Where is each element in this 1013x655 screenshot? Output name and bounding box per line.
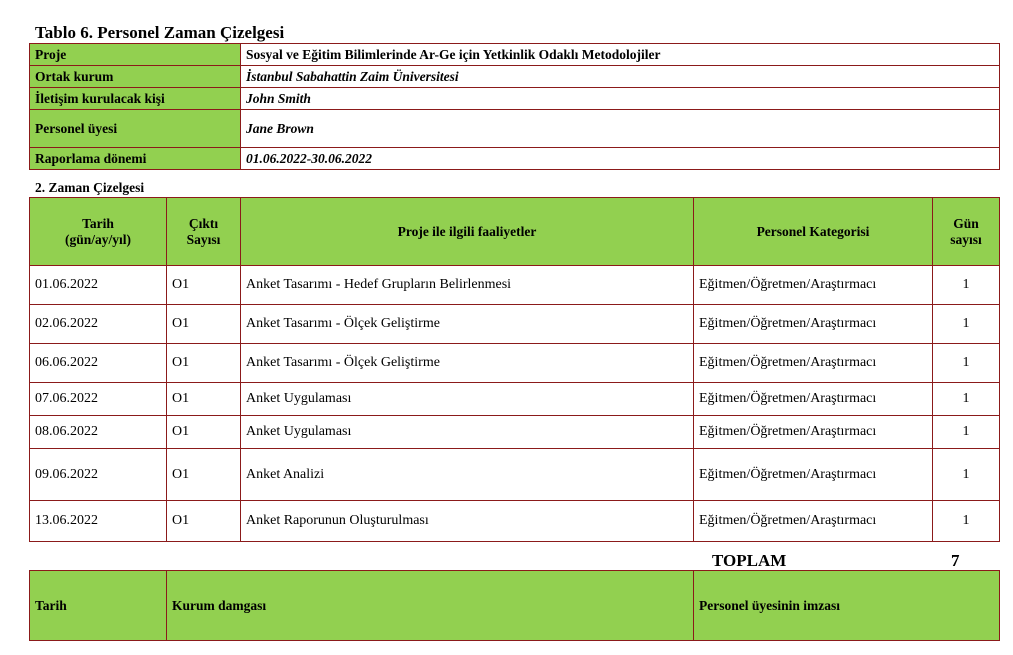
- stamp-label: Kurum damgası: [167, 571, 694, 641]
- table-row: [30, 305, 1000, 344]
- row-category: Eğitmen/Öğretmen/Araştırmacı: [694, 383, 933, 416]
- header-activities: Proje ile ilgili faaliyetler: [241, 198, 694, 266]
- row-days: 1: [933, 344, 1000, 383]
- project-label: Proje: [30, 44, 241, 66]
- row-output: O1: [167, 344, 241, 383]
- staff-row: [30, 110, 1000, 148]
- page-title: Tablo 6. Personel Zaman Çizelgesi: [35, 23, 285, 42]
- table-row: [30, 449, 1000, 501]
- row-activity: Anket Analizi: [241, 449, 694, 501]
- header-days-line2: sayısı: [950, 231, 982, 247]
- row-activity: Anket Uygulaması: [241, 383, 694, 416]
- row-days: 1: [933, 266, 1000, 305]
- period-label: Raporlama dönemi: [30, 148, 241, 170]
- project-row: [30, 44, 1000, 66]
- partner-value: İstanbul Sabahattin Zaim Üniversitesi: [241, 66, 1000, 88]
- signature-table: [29, 570, 1000, 641]
- row-output: O1: [167, 416, 241, 449]
- header-output: [167, 198, 241, 266]
- staff-label: Personel üyesi: [30, 110, 241, 148]
- row-output: O1: [167, 449, 241, 501]
- header-date-line1: Tarih: [82, 215, 114, 231]
- row-days: 1: [933, 416, 1000, 449]
- header-output-line1: Çıktı: [188, 215, 219, 231]
- table-row: [30, 383, 1000, 416]
- signature-row: [30, 571, 1000, 641]
- row-activity: Anket Tasarımı - Ölçek Geliştirme: [241, 305, 694, 344]
- total-value: 7: [951, 551, 960, 570]
- row-days: 1: [933, 383, 1000, 416]
- table-row: [30, 266, 1000, 305]
- row-date: 13.06.2022: [30, 501, 167, 542]
- row-category: Eğitmen/Öğretmen/Araştırmacı: [694, 449, 933, 501]
- row-date: 08.06.2022: [30, 416, 167, 449]
- row-output: O1: [167, 501, 241, 542]
- row-activity: Anket Tasarımı - Hedef Grupların Belirlenmesi: [241, 266, 694, 305]
- row-days: 1: [933, 305, 1000, 344]
- header-category: Personel Kategorisi: [694, 198, 933, 266]
- row-days: 1: [933, 501, 1000, 542]
- row-output: O1: [167, 266, 241, 305]
- staff-value: Jane Brown: [241, 110, 1000, 148]
- row-category: Eğitmen/Öğretmen/Araştırmacı: [694, 344, 933, 383]
- table-row: [30, 416, 1000, 449]
- header-days: [933, 198, 1000, 266]
- schedule-header-row: [30, 198, 1000, 266]
- partner-row: [30, 66, 1000, 88]
- row-activity: Anket Uygulaması: [241, 416, 694, 449]
- period-value: 01.06.2022-30.06.2022: [241, 148, 1000, 170]
- row-output: O1: [167, 383, 241, 416]
- section-title: 2. Zaman Çizelgesi: [35, 180, 145, 195]
- schedule-table: [29, 197, 1000, 542]
- table-row: [30, 501, 1000, 542]
- contact-label: İletişim kurulacak kişi: [30, 88, 241, 110]
- staff-signature-label: Personel üyesinin imzası: [694, 571, 1000, 641]
- row-date: 07.06.2022: [30, 383, 167, 416]
- row-category: Eğitmen/Öğretmen/Araştırmacı: [694, 416, 933, 449]
- table-row: [30, 344, 1000, 383]
- contact-row: [30, 88, 1000, 110]
- row-category: Eğitmen/Öğretmen/Araştırmacı: [694, 266, 933, 305]
- row-date: 06.06.2022: [30, 344, 167, 383]
- row-days: 1: [933, 449, 1000, 501]
- header-date-line2: (gün/ay/yıl): [64, 231, 131, 247]
- header-output-line2: Sayısı: [186, 231, 221, 247]
- signature-date-label: Tarih: [30, 571, 167, 641]
- row-activity: Anket Raporunun Oluşturulması: [241, 501, 694, 542]
- header-days-line1: Gün: [953, 215, 979, 231]
- total-label: TOPLAM: [712, 551, 787, 570]
- row-category: Eğitmen/Öğretmen/Araştırmacı: [694, 305, 933, 344]
- row-category: Eğitmen/Öğretmen/Araştırmacı: [694, 501, 933, 542]
- row-date: 01.06.2022: [30, 266, 167, 305]
- header-date: [30, 198, 167, 266]
- row-activity: Anket Tasarımı - Ölçek Geliştirme: [241, 344, 694, 383]
- period-row: [30, 148, 1000, 170]
- row-output: O1: [167, 305, 241, 344]
- row-date: 09.06.2022: [30, 449, 167, 501]
- project-value: Sosyal ve Eğitim Bilimlerinde Ar-Ge için Yetkinlik Odaklı Metodolojiler: [241, 44, 1000, 66]
- row-date: 02.06.2022: [30, 305, 167, 344]
- contact-value: John Smith: [241, 88, 1000, 110]
- project-info-table: [29, 43, 1000, 170]
- partner-label: Ortak kurum: [30, 66, 241, 88]
